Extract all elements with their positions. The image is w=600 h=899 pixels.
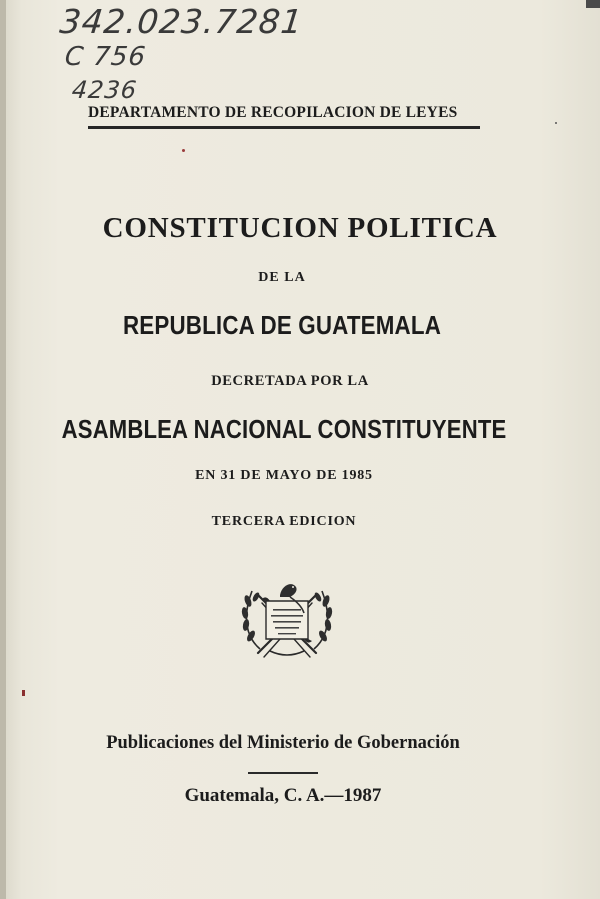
department-heading: DEPARTAMENTO DE RECOPILACION DE LEYES (88, 104, 458, 121)
title-asamblea-nacional: ASAMBLEA NACIONAL CONSTITUYENTE (61, 414, 507, 444)
coat-of-arms-guatemala-icon (240, 577, 334, 661)
publisher-line: Publicaciones del Ministerio de Gobernación (106, 733, 460, 753)
title-de-la: DE LA (258, 270, 306, 285)
corner-mark (586, 0, 600, 8)
ink-speck (182, 149, 185, 152)
title-date: EN 31 DE MAYO DE 1985 (195, 468, 373, 483)
handwritten-call-number: 342.023.7281 (57, 2, 305, 41)
place-year-line: Guatemala, C. A.—1987 (184, 785, 382, 806)
edition-label: TERCERA EDICION (211, 514, 357, 529)
ink-speck (555, 122, 557, 124)
title-constitucion-politica: CONSTITUCION POLITICA (102, 212, 498, 244)
spine-shadow (0, 0, 6, 899)
footer-divider (248, 772, 318, 774)
ink-speck (22, 690, 25, 696)
title-republica-de-guatemala: REPUBLICA DE GUATEMALA (122, 310, 442, 340)
handwritten-accession: 4236 (70, 76, 139, 104)
title-decretada-por-la: DECRETADA POR LA (211, 373, 369, 389)
department-underline (88, 126, 480, 129)
handwritten-cutter: C 756 (63, 42, 148, 72)
